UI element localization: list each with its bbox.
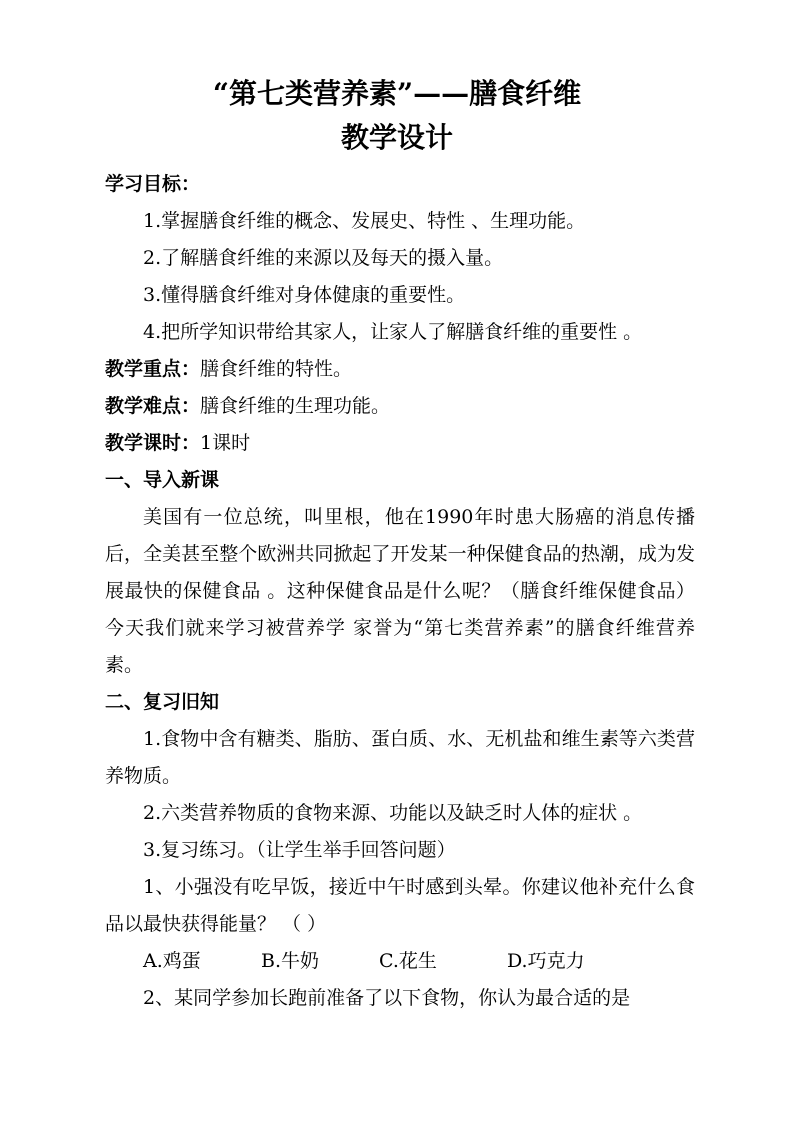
- objective-item: 1.掌握膳食纤维的概念、发展史、特性 、生理功能。: [143, 210, 586, 232]
- difficulty-label: 教学难点：: [105, 395, 201, 417]
- hours-value: 1课时: [200, 432, 251, 454]
- hours-label: 教学课时：: [105, 432, 201, 454]
- question-1-options: [105, 943, 695, 980]
- section2-item3: 3.复习练习。（让学生举手回答问题）: [143, 839, 456, 861]
- section1-heading: 一、导入新课: [105, 469, 220, 491]
- difficulty-value: 膳食纤维的生理功能。: [200, 395, 391, 417]
- section2-item2: 2.六类营养物质的食物来源、功能以及缺乏时人体的症状 。: [143, 802, 643, 824]
- option-d: D.巧克力: [507, 950, 585, 972]
- objective-item: 3.懂得膳食纤维对身体健康的重要性。: [143, 284, 466, 306]
- document-title: “第七类营养素”——膳食纤维: [212, 77, 582, 110]
- option-a: A.鸡蛋: [143, 950, 201, 972]
- option-c: C.花生: [379, 950, 437, 972]
- key-point-label: 教学重点：: [105, 358, 201, 380]
- key-point-row: [105, 351, 695, 388]
- difficulty-row: [105, 388, 695, 425]
- objectives-heading: 学习目标：: [105, 173, 201, 195]
- section1-paragraph: 美国有一位总统，叫里根，他在1990年时患大肠癌的消息传播后，全美甚至整个欧洲共同掀起了开发某一种保健食品的热潮，成为发展最快的保健食品 。这种保健食品是什么呢？（膳食纤维保健食品）今天我们就来学习被营养学 家誉为“第七类营养素”的膳食纤维营养素。: [105, 506, 695, 676]
- objective-item: 2.了解膳食纤维的来源以及每天的摄入量。: [143, 247, 504, 269]
- objective-item: 4.把所学知识带给其家人，让家人了解膳食纤维的重要性 。: [143, 321, 643, 343]
- option-b: B.牛奶: [261, 950, 320, 972]
- question-1: 1、小强没有吃早饭，接近中午时感到头晕。你建议他补充什么食品以最快获得能量？ （ ）: [105, 876, 695, 935]
- document-subtitle: 教学设计: [340, 121, 453, 154]
- section2-item1: 1.食物中含有糖类、脂肪、蛋白质、水、无机盐和维生素等六类营养物质。: [105, 728, 695, 787]
- document-body: [105, 166, 695, 1017]
- key-point-value: 膳食纤维的特性。: [200, 358, 353, 380]
- hours-row: [105, 425, 695, 462]
- section2-heading: 二、复习旧知: [105, 691, 220, 713]
- question-2: 2、某同学参加长跑前准备了以下食物，你认为最合适的是: [143, 987, 631, 1009]
